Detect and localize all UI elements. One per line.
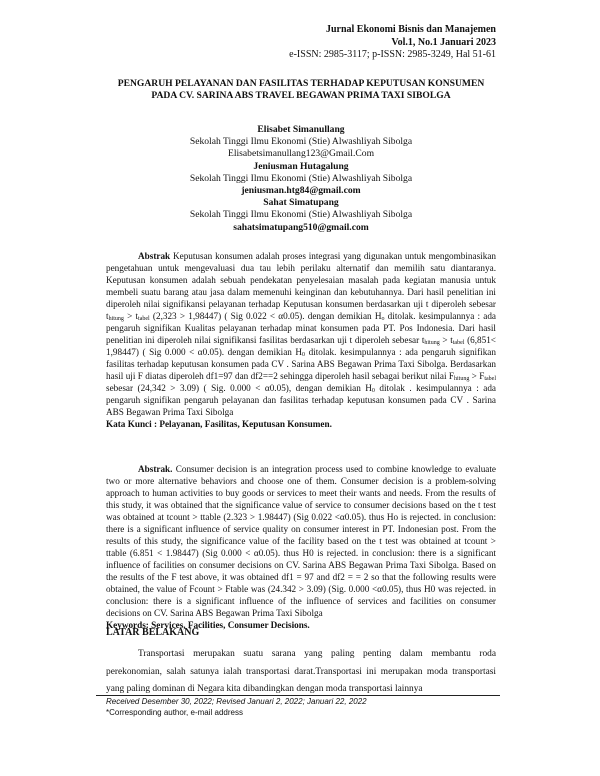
keywords-text: Pelayanan, Fasilitas, Keputusan Konsumen. xyxy=(157,419,332,429)
corresponding-author: *Corresponding author, e-mail address xyxy=(106,707,243,717)
keywords-label: Kata Kunci : xyxy=(106,419,158,429)
section-body: Transportasi merupakan suatu sarana yang paling penting dalam membantu roda perekonomian, salah satunya ialah transportasi darat.Transportasi ini merupakan moda transportasi yang paling dominan di Negara kita dibandingkan dengan moda transportasi lainnya xyxy=(106,649,496,694)
author-name: Jeniusman Hutagalung xyxy=(253,160,349,172)
paper-title: PENGARUH PELAYANAN DAN FASILITAS TERHADAP KEPUTUSAN KONSUMEN PADA CV. SARINA ABS TRAVEL BEGAWAN PRIMA TAXI SIBOLGA xyxy=(117,78,485,101)
abstract-english xyxy=(106,463,496,631)
author-name: Sahat Simatupang xyxy=(263,197,339,209)
section-heading: LATAR BELAKANG xyxy=(106,627,200,638)
journal-volume: Vol.1, No.1 Januari 2023 xyxy=(391,36,496,48)
author-email: jeniusman.htg84@gmail.com xyxy=(241,185,361,197)
author-email: Elisabetsimanullang123@Gmail.Com xyxy=(227,148,375,160)
footer xyxy=(106,697,367,718)
abstract-indonesian: Abstrak Keputusan konsumen adalah proses integrasi yang digunakan untuk mengombinasikan pengetahuan untuk mengevaluasi dua tau lebih perilaku alternatif dan memilih satu diantaranya. Keputusan konsumen adalah sebuah pendekatan penyelesaian masalah pada kegiatan manusia untuk membeli suatu barang atau jasa dalam memenuhi keinginan dan kebutuhannya. Dari hasil penelitian ini diperoleh nilai signifikansi pelayanan terhadap Keputusan konsumen berdasarkan uji t diperoleh sebesar $t_{hitung} > t_{tabel}$ (2,323 > 1,98447) ( Sig 0.022 < α0.05). dengan demikian $H_o$ ditolak. kesimpulannya : ada pengaruh signifikan Kualitas pelayanan terhadap minat konsumen pada PT. Pos Indonesia. Dari hasil penelitian ini diperoleh nilai signifikansi fasilitas berdasarkan uji t diperoleh sebesar $t_{hitung} > t_{tabel}$ (6,851< 1,98447) ( Sig 0.000 < α0.05). dengan demikian $H_0$ ditolak. kesimpulannya : ada pengaruh signifikan fasilitas terhadap keputusan konsumen pada CV . Sarina ABS Begawan Prima Taxi Sibolga. Berdasarkan hasil uji F diatas diperoleh df1=97 dan df2==2 sehingga diperoleh hasil sebagai berikut nilai $F_{hitung} > F_{tabel}$ sebesar (24,342 > 3.09) ( Sig. 0.000 < α0.05), dengan demikian $H_0$ ditolak . kesimpulannya : ada pengaruh signifikan pengaruh pelayanan dan fasilitas terhadap keputusan konsumen pada CV . Sarina ABS Begawan Prima Taxi Sibolga Kata Kunci : Pelayanan, Fasilitas, Keputusan Konsumen. xyxy=(106,251,497,429)
keywords-line: Keywords: Services, Facilities, Consumer Decisions. xyxy=(106,620,310,630)
author-name: Elisabet Simanullang xyxy=(257,124,345,135)
footer-divider xyxy=(96,695,500,696)
author-affiliation: Sekolah Tinggi Ilmu Ekonomi (Stie) Alwashliyah Sibolga xyxy=(189,209,413,221)
author-affiliation: Sekolah Tinggi Ilmu Ekonomi (Stie) Alwashliyah Sibolga xyxy=(189,136,413,148)
abstract-label: Abstrak xyxy=(138,251,171,261)
author-block xyxy=(106,124,496,234)
journal-name: Jurnal Ekonomi Bisnis dan Manajemen xyxy=(325,24,496,35)
author-affiliation: Sekolah Tinggi Ilmu Ekonomi (Stie) Alwashliyah Sibolga xyxy=(189,172,413,184)
journal-issn: e-ISSN: 2985-3117; p-ISSN: 2985-3249, Hal 51-61 xyxy=(289,49,496,60)
abstract-label: Abstrak. xyxy=(138,464,173,474)
author-email: sahatsimatupang510@gmail.com xyxy=(233,221,369,233)
received-dates: Received Desember 30, 2022; Revised Januari 2, 2022; Januari 22, 2022 xyxy=(106,697,367,706)
journal-header xyxy=(289,24,496,62)
abstract-text: Consumer decision is an integration process used to combine knowledge to evaluate two or more alternative behaviors and choose one of them. Consumer decision is a problem-solving approach to human activities to buy goods or services to meet their wants and needs. From the results of this study, it was obtained that the significance value of service to consumer decisions based on the t test was obtained at tcount > ttable (2.323 > 1.98447) (Sig 0.022 <α0.05). thus Ho is rejected. in conclusion: there is a significant influence of service quality on consumer interest in PT. Indonesian post. From the results of this study, the significance value of the facility based on the t test was obtained at tcount > ttable (6.851 < 1.98447) (Sig 0.000 < α0.05). thus H0 is rejected. in conclusion: there is a significant influence of facilities on consumer decisions on CV. Sarina ABS Begawan Prima Taxi Sibolga. Based on the results of the F test above, it was obtained df1 = 97 and df2 = = 2 so that the following results were obtained, the value of Fcount > Ftable was (24.342 > 3.09) (Sig. 0.000 <α0.05), thus H0 was rejected. in conclusion: there is a significant influence of the influence of services and facilities on consumer decisions on CV. Sarina ABS Begawan Prima Taxi Sibolga xyxy=(106,464,496,618)
